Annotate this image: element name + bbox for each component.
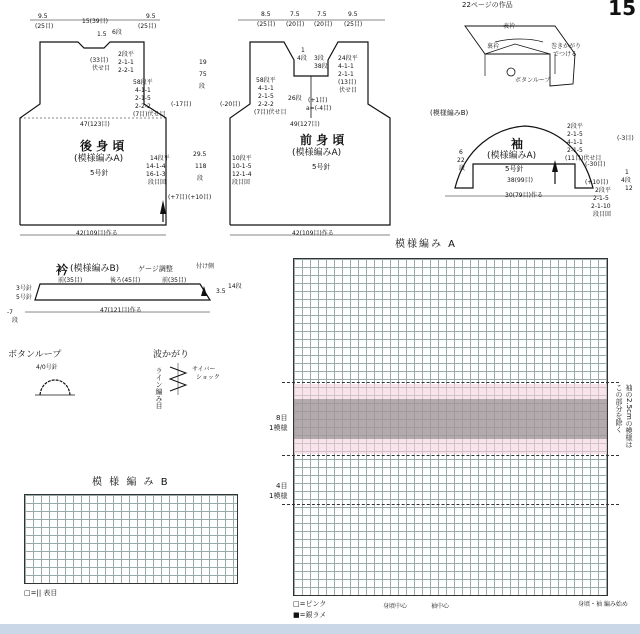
- sleeve-bottom-dec-3: 段目回: [593, 211, 612, 218]
- collar-diagram: [0, 260, 242, 330]
- wave-stitch-label-2: ショック: [196, 374, 220, 381]
- back-top-right-dim: 9.5: [146, 13, 156, 20]
- front-neck-dec-1: 4-1-1: [338, 63, 354, 70]
- sleeve-bottom-dec-1: 2-1-5: [593, 195, 609, 202]
- pattern-a-dashed-line-bottom: [282, 504, 619, 505]
- button-loop-diagram: [0, 345, 100, 405]
- back-side-dec-1: 14-1-4: [146, 163, 166, 170]
- front-neck-dec-0: 24段平: [338, 55, 358, 62]
- front-neck-center-0: 1: [301, 47, 305, 54]
- sleeve-cap-dec-3: 2-1-5: [567, 147, 583, 154]
- sleeve-inner-plus: (+10目): [585, 179, 609, 186]
- back-neck-dec-0: 2段平: [118, 51, 134, 58]
- pattern-a-chart: [293, 258, 608, 596]
- collar-right-dim-0: 3.5: [216, 288, 226, 295]
- back-armhole-dec-0: 58段平: [133, 79, 153, 86]
- pattern-a-title: 模様編み A: [395, 239, 458, 250]
- front-side-dec-0: 10段平: [232, 155, 252, 162]
- page-number: 15: [608, 0, 636, 20]
- front-slit-minus: a=(-4目): [306, 105, 332, 112]
- front-neck-dec-2: 2-1-1: [338, 71, 354, 78]
- collar-sketch-back-label: 裏衿: [487, 43, 500, 50]
- back-top-left-count: (25目): [35, 23, 54, 30]
- front-body-outline: [210, 0, 410, 240]
- collar-sketch-wave-label-2: でつける: [553, 51, 578, 58]
- pattern-a-sleeve-note: 袖の2.5cmの模様は この部分を除く: [615, 384, 633, 448]
- collar-bottom-dim: 47(121目)作る: [100, 307, 142, 314]
- front-armhole-dec-4: (7目)伏せ目: [254, 109, 287, 116]
- collar-title: 衿: [56, 263, 69, 277]
- sleeve-pattern: (模様編みA): [487, 151, 537, 161]
- back-side-dec-2: 16-1-3: [146, 171, 166, 178]
- sleeve-cap-side-2: (-30目): [585, 161, 606, 168]
- front-side-dec-3: 段目回: [232, 179, 251, 186]
- back-armhole-side: (-17目): [171, 101, 192, 108]
- front-top-count-0: (25目): [257, 21, 276, 28]
- sleeve-title: 袖: [511, 137, 524, 151]
- page-reference: 22ページの作品: [462, 1, 513, 9]
- collar-pattern: (模様編みB): [70, 264, 120, 274]
- front-neck-center-1: 4段: [297, 55, 307, 62]
- sleeve-cap-dec-0: 2段平: [567, 123, 583, 130]
- sleeve-diagram: [425, 100, 640, 220]
- sleeve-right-small-0: 1: [625, 169, 629, 176]
- collar-segment-0: 前(35目): [58, 277, 83, 284]
- bottom-bar: [0, 624, 640, 634]
- sleeve-bottom-dec-0: 2段平: [595, 187, 611, 194]
- pattern-a-legend-pink: □=ピンク: [293, 600, 327, 608]
- button-loop-title: ボタンループ: [8, 350, 62, 360]
- pattern-b-legend: □=|| 表目: [24, 589, 58, 597]
- back-neck-count: (33目): [90, 57, 109, 64]
- collar-sketch-loop-label: ボタンループ: [515, 77, 551, 84]
- back-height-upper-2: 段: [199, 83, 206, 90]
- sleeve-left-small-1: 22: [457, 157, 465, 164]
- front-top-count-2: (20目): [314, 21, 333, 28]
- front-slit-rows: 26段: [288, 95, 302, 102]
- pattern-a-repeat-label-3: 1模様: [269, 492, 288, 500]
- back-armhole-dec-3: 2-2-2: [135, 103, 151, 110]
- front-top-dim-3: 9.5: [348, 11, 358, 18]
- back-neck-dec-1: 2-1-1: [118, 59, 134, 66]
- front-side-dec-1: 10-1-5: [232, 163, 252, 170]
- front-top-dim-2: 7.5: [317, 11, 327, 18]
- back-title: 後 身 頃: [80, 139, 125, 153]
- back-height-lower-0: 29.5: [193, 151, 207, 158]
- front-slit-plus: (+1目): [308, 97, 328, 104]
- pattern-a-repeat-label-2: 4目: [276, 482, 288, 490]
- pattern-a-dashed-line-mid: [282, 455, 619, 456]
- pattern-b-title: 模 様 編 み B: [92, 477, 170, 488]
- pattern-a-start-label: 身頃・袖 編み始め: [578, 601, 628, 608]
- front-armhole-side: (-20目): [220, 101, 241, 108]
- back-top-left-dim: 9.5: [38, 13, 48, 20]
- front-neck-center-3: 38段: [314, 63, 328, 70]
- front-neck-dec-4: 伏せ目: [339, 87, 358, 94]
- sleeve-right-small-1: 4段: [621, 177, 631, 184]
- back-width: 47(123目): [80, 121, 110, 128]
- front-armhole-dec-0: 58段平: [256, 77, 276, 84]
- sleeve-left-small-2: 段: [459, 165, 466, 172]
- back-bottom-dim: 42(109目)作る: [76, 230, 118, 237]
- sleeve-cap-dec-4: (11目)伏せ目: [565, 155, 602, 162]
- front-bottom-dim: 42(109目)作る: [292, 230, 334, 237]
- front-armhole-dec-1: 4-1-1: [258, 85, 274, 92]
- pattern-a-dashed-line-top: [282, 382, 619, 383]
- collar-sketch-wave-label: 巻きかがり: [551, 43, 582, 50]
- back-armhole-dec-2: 2-1-5: [135, 95, 151, 102]
- sleeve-left-small-0: 6: [459, 149, 463, 156]
- pattern-a-body-center: 身頃中心: [383, 603, 408, 610]
- collar-sketch-top-label: 表衿: [503, 23, 516, 30]
- sleeve-cap-dec-2: 4-1-1: [567, 139, 583, 146]
- collar-needle-0: 3号針: [16, 285, 32, 292]
- back-neck-small-dim: 1.5: [97, 31, 107, 38]
- front-width: 49(127目): [290, 121, 320, 128]
- back-armhole-dec-1: 4-1-1: [135, 87, 151, 94]
- back-height-lower-1: 118: [195, 163, 207, 170]
- pattern-a-repeat-label-0: 8目: [276, 414, 288, 422]
- front-top-count-3: (25目): [344, 21, 363, 28]
- front-armhole-dec-2: 2-1-5: [258, 93, 274, 100]
- pattern-a-lame-band: [294, 399, 607, 439]
- back-side-dec-0: 14段平: [150, 155, 170, 162]
- front-armhole-dec-3: 2-2-2: [258, 101, 274, 108]
- back-side-dec-3: 段目回: [148, 179, 167, 186]
- sleeve-right-small-2: 12: [625, 185, 633, 192]
- back-needle: 5号針: [90, 169, 109, 177]
- collar-attachment-sketch: [455, 14, 595, 104]
- sleeve-bottom-dec-2: 2-1-10: [591, 203, 611, 210]
- sleeve-cap-dec-1: 2-1-5: [567, 131, 583, 138]
- back-height-lower-2: 段: [197, 175, 204, 182]
- back-top-center-dim: 15(39目): [82, 18, 108, 25]
- collar-gauge: ゲージ調整: [138, 265, 173, 273]
- front-needle: 5号針: [312, 163, 331, 171]
- sleeve-bottom-dim: 30(79目)作る: [505, 192, 543, 199]
- back-neck-dec-2: 2-2-1: [118, 67, 134, 74]
- sleeve-inner-width: 38(99目): [507, 177, 533, 184]
- front-pattern: (模様編みA): [292, 148, 342, 158]
- sleeve-pattern-b-label: (模様編みB): [430, 109, 469, 117]
- back-height-upper-1: 75: [199, 71, 207, 78]
- back-height-upper-0: 19: [199, 59, 207, 66]
- collar-right-dim-1: 14段: [228, 283, 242, 290]
- front-title: 前 身 頃: [300, 133, 345, 147]
- back-neck-bind: 伏せ目: [92, 65, 111, 72]
- collar-sketch-outline: [455, 14, 595, 104]
- back-side-count-1: (+10目): [188, 194, 212, 201]
- collar-left-dim-0: -7: [7, 309, 13, 316]
- back-top-right-count: (25目): [138, 23, 157, 30]
- front-top-dim-0: 8.5: [261, 11, 271, 18]
- collar-left-dim-1: 段: [12, 317, 19, 324]
- front-neck-center-2: 3段: [314, 55, 324, 62]
- back-pattern: (模様編みA): [74, 154, 124, 164]
- pattern-a-sleeve-center: 袖中心: [431, 603, 450, 610]
- wave-stitch-title: 波かがり: [153, 350, 190, 360]
- front-top-dim-1: 7.5: [290, 11, 300, 18]
- button-loop-needle: 4/0号針: [36, 364, 58, 371]
- wave-stitch-vertical-label: ライン編み目: [155, 367, 163, 409]
- pattern-a-repeat-label-1: 1模様: [269, 424, 288, 432]
- pattern-a-legend-lame: ■=銀ラメ: [293, 611, 327, 619]
- front-neck-dec-3: (13目): [338, 79, 357, 86]
- back-armhole-dec-4: (7目)伏せ目: [133, 111, 166, 118]
- collar-segment-2: 前(35目): [162, 277, 187, 284]
- front-side-dec-2: 12-1-4: [232, 171, 252, 178]
- wave-stitch-diagram: [148, 345, 248, 420]
- collar-segment-1: 後ろ(45目): [110, 277, 141, 284]
- collar-attach: 付け側: [196, 263, 215, 270]
- back-side-count-0: (+7目): [168, 194, 188, 201]
- button-loop-illustration: [0, 345, 100, 405]
- back-neck-small-rows: 6段: [112, 29, 122, 36]
- pattern-b-chart: [24, 494, 238, 584]
- sleeve-needle: 5号針: [505, 165, 524, 173]
- front-top-count-1: (20目): [286, 21, 305, 28]
- front-body-diagram: [210, 0, 410, 240]
- sleeve-cap-side: (-3目): [617, 135, 634, 142]
- wave-stitch-label: サイバー: [192, 366, 216, 373]
- collar-needle-1: 5号針: [16, 294, 32, 301]
